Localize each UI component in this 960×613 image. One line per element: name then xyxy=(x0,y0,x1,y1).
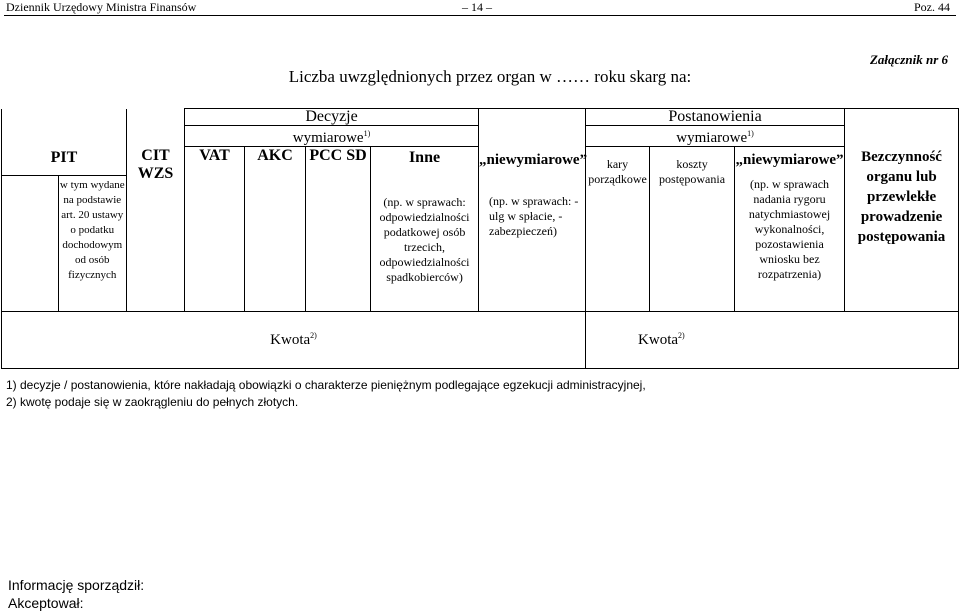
postanowienia-header: Postanowienia xyxy=(586,109,845,126)
kwota-label: Kwota xyxy=(638,331,679,348)
niew-top-cell xyxy=(479,109,586,147)
accepted-by-label: Akceptował: xyxy=(8,595,84,611)
kary-header: kary porządkowe xyxy=(586,147,650,312)
niewymiarowe-description: (np. w sprawach: - ulg w spłacie, - zabezpieczeń) xyxy=(489,193,579,238)
prepared-by-label: Informację sporządził: xyxy=(8,577,145,593)
wymiarowe-label: wymiarowe xyxy=(292,130,364,146)
page-number: – 14 – xyxy=(462,0,492,14)
pcc-sd-header: PCC SD xyxy=(306,147,371,312)
decyzje-header: Decyzje xyxy=(185,109,479,126)
bezczynnosc-header: Bezczynność organu lub przewlekłe prowadzenie postępowania xyxy=(845,147,959,312)
cit-wzs-header: CIT WZS xyxy=(127,147,185,312)
footnote-ref-2: 2) xyxy=(310,330,317,340)
pit-top-cell xyxy=(2,109,127,147)
wymiarowe-header-1 xyxy=(185,126,479,147)
bezcz-top-cell xyxy=(845,109,959,147)
footnote-ref-1: 1) xyxy=(747,129,754,138)
inne-cell xyxy=(371,147,479,312)
koszty-header: koszty postępowania xyxy=(650,147,735,312)
page-header xyxy=(0,0,960,14)
footnote-1: 1) decyzje / postanowienia, które nakładają obowiązki o charakterze pieniężnym podlegające egzekucji administracyjnej, xyxy=(6,378,646,392)
inne-header: Inne xyxy=(408,149,441,166)
cit-top-cell xyxy=(127,109,185,147)
niewymiarowe-cell xyxy=(479,147,586,312)
footnote-ref-2: 2) xyxy=(678,330,685,340)
kwota-postanowienia xyxy=(586,311,959,368)
header-divider xyxy=(4,15,956,16)
pit-inner xyxy=(2,175,126,311)
pit-subheader: w tym wydane na podstawie art. 20 ustawy o podatku dochodowym od osób fizycznych xyxy=(59,175,126,311)
niewymiarowe-post-header: „niewymiarowe” xyxy=(735,152,844,168)
complaints-table xyxy=(1,108,959,369)
wymiarowe-header-2 xyxy=(586,126,845,147)
kwota-decyzje xyxy=(2,311,586,368)
attachment-label: Załącznik nr 6 xyxy=(869,52,948,67)
form-title: Liczba uwzględnionych przez organ w …… roku skarg na: xyxy=(288,67,692,86)
niewymiarowe-post-cell xyxy=(735,147,845,312)
wymiarowe-label: wymiarowe xyxy=(676,130,748,146)
footnote-ref-1: 1) xyxy=(363,129,371,138)
niewymiarowe-header: „niewymiarowe” xyxy=(479,151,588,168)
inne-description: (np. w sprawach: odpowiedzialności podatkowej osób trzecich, odpowiedzialności spadkobierców) xyxy=(379,195,470,284)
pit-cell xyxy=(2,147,127,312)
akc-header: AKC xyxy=(245,147,306,312)
footnote-2: 2) kwotę podaje się w zaokrągleniu do pełnych złotych. xyxy=(6,395,299,409)
niewymiarowe-post-description: (np. w sprawach nadania rygoru natychmiastowej wykonalności, pozostawienia wniosku bez rozpatrzenia) xyxy=(748,177,831,281)
kwota-label: Kwota xyxy=(270,331,311,348)
position-number: Poz. 44 xyxy=(914,0,950,14)
pit-label: PIT xyxy=(50,148,78,166)
journal-title: Dziennik Urzędowy Ministra Finansów xyxy=(6,0,197,14)
pit-blank xyxy=(2,175,59,311)
vat-header: VAT xyxy=(185,147,245,312)
